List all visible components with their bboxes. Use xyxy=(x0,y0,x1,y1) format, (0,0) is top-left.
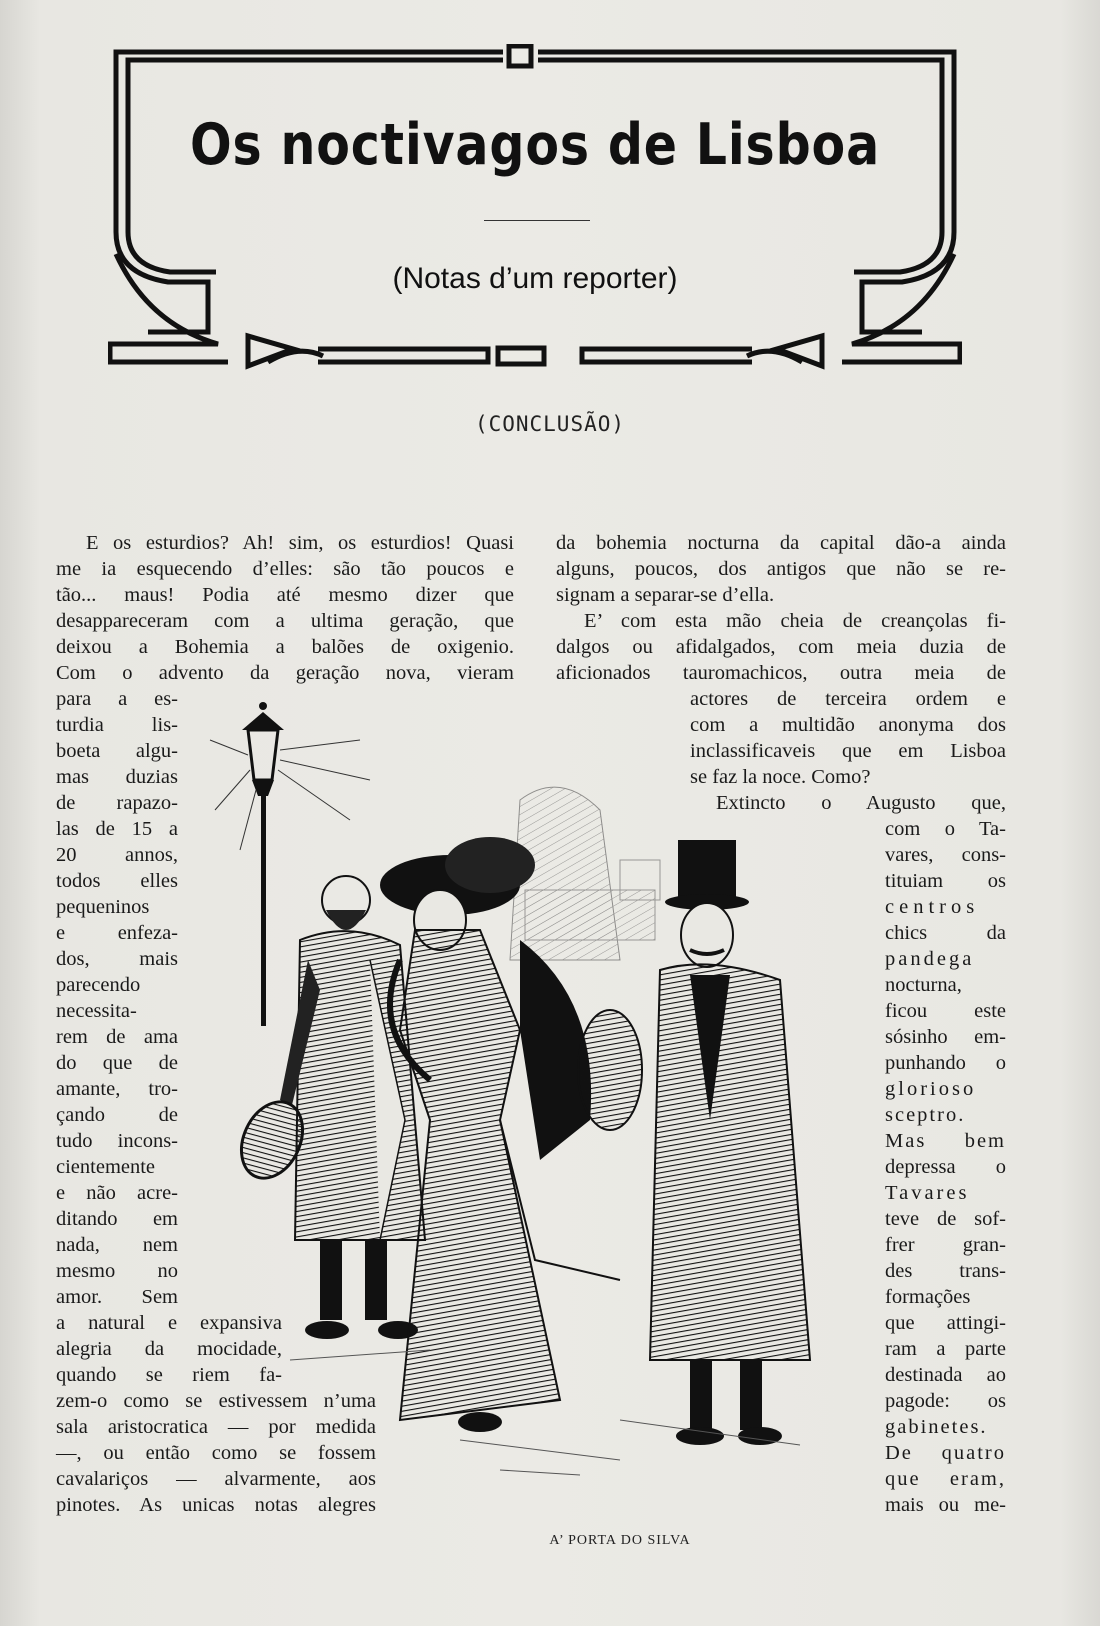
text-line: necessita- xyxy=(56,1000,137,1022)
text-line: tão... maus! Podia até mesmo dizer que xyxy=(56,584,514,606)
text-line: aficionados tauromachicos, outra meia de xyxy=(556,662,1006,684)
text-line: para a es- xyxy=(56,688,178,710)
text-line: me ia esquecendo d’elles: são tão poucos e xyxy=(56,558,514,580)
text-line: teve de sof- xyxy=(885,1208,1006,1230)
top-hat-man-figure xyxy=(650,840,810,1445)
text-line: cientemente xyxy=(56,1156,156,1178)
text-line: pandega xyxy=(885,948,975,970)
text-line: mais ou me- xyxy=(885,1494,1006,1516)
text-line: pequeninos xyxy=(56,896,150,918)
text-line: depressa o xyxy=(885,1156,1006,1178)
text-line: 20 annos, xyxy=(56,844,178,866)
text-line: com o Ta- xyxy=(885,818,1006,840)
text-line: Mas bem xyxy=(885,1130,1006,1152)
text-line: todos elles xyxy=(56,870,178,892)
text-line: glorioso xyxy=(885,1078,977,1100)
text-line: ram a parte xyxy=(885,1338,1006,1360)
text-line: amante, tro- xyxy=(56,1078,178,1100)
ornamental-title-frame xyxy=(108,44,962,374)
text-line: nocturna, xyxy=(885,974,962,996)
title-divider xyxy=(484,220,590,221)
text-line: formações xyxy=(885,1286,971,1308)
article-title: Os noctivagos de Lisboa xyxy=(189,112,881,178)
text-line: e enfeza- xyxy=(56,922,178,944)
text-line: e não acre- xyxy=(56,1182,178,1204)
text-line: Extincto o Augusto que, xyxy=(716,792,1006,814)
text-line: dos, mais xyxy=(56,948,178,970)
text-line: Tavares xyxy=(885,1182,970,1204)
text-line: inclassificaveis que em Lisboa xyxy=(690,740,1006,762)
text-line: do que de xyxy=(56,1052,178,1074)
text-line: alguns, poucos, dos antigos que não se re- xyxy=(556,558,1006,580)
text-line: —, ou então como se fossem xyxy=(56,1442,376,1464)
article-subtitle: (Notas d’um reporter) xyxy=(392,262,678,295)
text-line: E’ com esta mão cheia de creançolas fi- xyxy=(584,610,1006,632)
text-line: cavalariços — alvarmente, aos xyxy=(56,1468,376,1490)
text-line: rem de ama xyxy=(56,1026,178,1048)
text-line: sceptro. xyxy=(885,1104,966,1126)
text-line: que attingi- xyxy=(885,1312,1006,1334)
text-line: com a multidão anonyma dos xyxy=(690,714,1006,736)
text-line: mas duzias xyxy=(56,766,178,788)
text-line: mesmo no xyxy=(56,1260,178,1282)
section-note: (CONCLUSÃO) xyxy=(474,412,626,436)
text-line: boeta algu- xyxy=(56,740,178,762)
text-line: pagode: os xyxy=(885,1390,1006,1412)
text-line: frer gran- xyxy=(885,1234,1006,1256)
text-line: da bohemia nocturna da capital dão-a ainda xyxy=(556,532,1006,554)
text-line: signam a separar-se d’ella. xyxy=(556,584,775,606)
text-line: actores de terceira ordem e xyxy=(690,688,1006,710)
text-line: dalgos ou afidalgados, com meia duzia de xyxy=(556,636,1006,658)
text-line: nada, nem xyxy=(56,1234,178,1256)
text-line: ficou este xyxy=(885,1000,1006,1022)
text-line: a natural e expansiva xyxy=(56,1312,282,1334)
text-line: punhando o xyxy=(885,1052,1006,1074)
text-line: sósinho em- xyxy=(885,1026,1006,1048)
bearded-man-figure xyxy=(230,876,425,1339)
text-line: zem-o como se estivessem n’uma xyxy=(56,1390,376,1412)
text-line: centros xyxy=(885,896,980,918)
text-line: destinada ao xyxy=(885,1364,1006,1386)
illustration-caption: A’ PORTA DO SILVA xyxy=(549,1533,691,1548)
text-line: las de 15 a xyxy=(56,818,178,840)
text-line: turdia lis- xyxy=(56,714,178,736)
text-line: parecendo xyxy=(56,974,141,996)
text-line: çando de xyxy=(56,1104,178,1126)
street-scene-illustration xyxy=(200,700,860,1500)
text-line: gabinetes. xyxy=(885,1416,988,1438)
text-line: que eram, xyxy=(885,1468,1006,1490)
text-line: se faz la noce. Como? xyxy=(690,766,871,788)
text-line: chics da xyxy=(885,922,1006,944)
text-line: tudo incons- xyxy=(56,1130,178,1152)
text-line: Com o advento da geração nova, vieram xyxy=(56,662,514,684)
text-line: E os esturdios? Ah! sim, os esturdios! Quasi xyxy=(86,532,514,554)
text-line: des trans- xyxy=(885,1260,1006,1282)
text-line: ditando em xyxy=(56,1208,178,1230)
text-line: alegria da mocidade, xyxy=(56,1338,282,1360)
text-line: vares, cons- xyxy=(885,844,1006,866)
text-line: amor. Sem xyxy=(56,1286,178,1308)
text-line: pinotes. As unicas notas alegres xyxy=(56,1494,376,1516)
text-line: De quatro xyxy=(885,1442,1006,1464)
text-line: quando se riem fa- xyxy=(56,1364,282,1386)
text-line: desappareceram com a ultima geração, que xyxy=(56,610,514,632)
text-line: sala aristocratica — por medida xyxy=(56,1416,376,1438)
text-line: deixou a Bohemia a balões de oxigenio. xyxy=(56,636,514,658)
text-line: tituiam os xyxy=(885,870,1006,892)
text-line: de rapazo- xyxy=(56,792,178,814)
